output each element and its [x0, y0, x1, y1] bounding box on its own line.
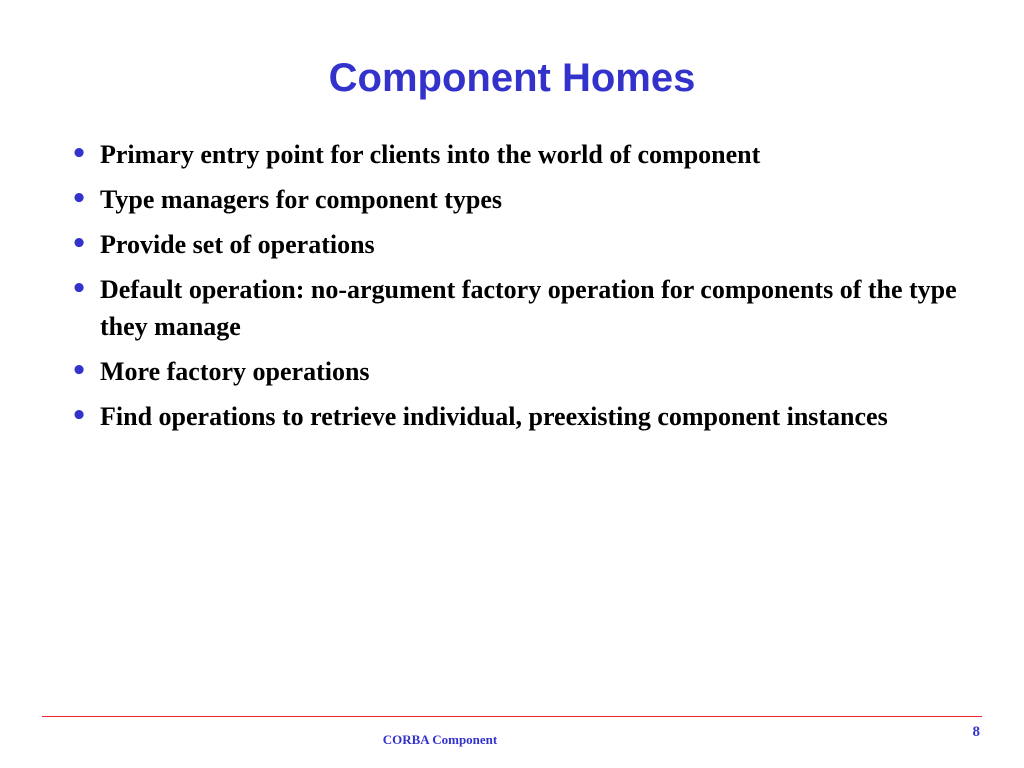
bullet-text: More factory operations [100, 357, 370, 386]
bullet-icon: • [70, 184, 88, 214]
bullet-item [68, 226, 968, 263]
page-number: 8 [972, 724, 980, 740]
bullet-text: Provide set of operations [100, 230, 375, 259]
bullet-item [68, 136, 968, 173]
bullet-text: Find operations to retrieve individual, preexisting component instances [100, 402, 888, 431]
bullet-icon: • [70, 274, 88, 304]
bullet-list [68, 136, 968, 443]
bullet-text: Type managers for component types [100, 185, 503, 214]
bullet-item [68, 271, 968, 345]
bullet-item [68, 398, 968, 435]
bullet-item [68, 181, 968, 218]
bullet-icon: • [70, 139, 88, 169]
bullet-item [68, 353, 968, 390]
footer-label: CORBA Component [382, 732, 498, 747]
bullet-icon: • [70, 401, 88, 431]
bullet-icon: • [70, 356, 88, 386]
slide-title: Component Homes [328, 56, 696, 100]
bullet-text: Default operation: no-argument factory operation for components of the type they manage [100, 275, 957, 341]
bullet-icon: • [70, 229, 88, 259]
bullet-text: Primary entry point for clients into the world of component [100, 140, 761, 169]
footer-divider [42, 716, 982, 717]
